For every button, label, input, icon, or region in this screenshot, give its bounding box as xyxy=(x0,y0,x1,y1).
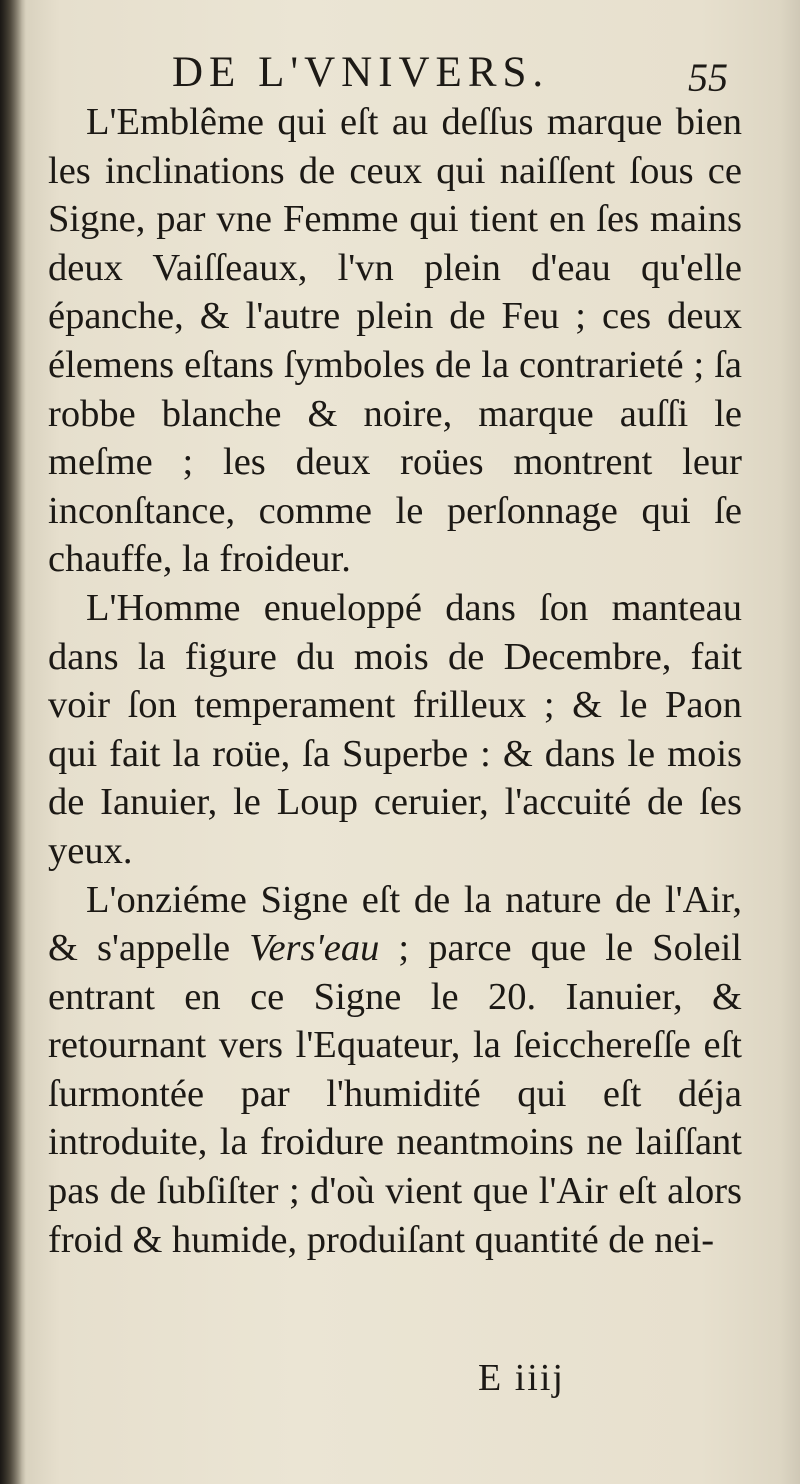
signature-mark: E iiij xyxy=(478,1357,565,1399)
page-number: 55 xyxy=(688,55,728,100)
running-title: DE L'VNIVERS. xyxy=(172,49,550,96)
paragraph-aquarius xyxy=(48,876,742,1265)
paragraph-aquarius-end: ; parce que le Soleil entrant en ce Signe le 20. Ianuier, & retournant vers l'Equateur, la ſeicchereſſe eſt ſurmontée par l'humidité qui eſt déja introduite, la froidure neantmoins ne laiſſant pas de ſubſiſter ; d'où vient que l'Air eſt alors froid & humide, produiſant quantité de nei- xyxy=(48,927,743,1261)
paragraph-december: L'Homme enueloppé dans ſon manteau dans la figure du mois de Decembre, fait voir ſon temperament frilleux ; & le Paon qui fait la roüe, ſa Superbe : & dans le mois de Ianuier, le Loup ceruier, l'accuité de ſes yeux. xyxy=(48,586,742,872)
paragraph-aquarius-start: L'onziéme Signe eſt de la nature de l'Air, & s'appelle xyxy=(48,878,742,970)
paragraph-emblem: L'Emblême qui eſt au deſſus marque bien les inclinations de ceux qui naiſſent ſous ce Signe, par vne Femme qui tient en ſes mains deux Vaiſſeaux, l'vn plein d'eau qu'elle épanche, & l'autre plein de Feu ; ces deux élemens eſtans ſymboles de la contrarieté ; ſa robbe blanche & noire, marque auſſi le meſme ; les deux roües montrent leur inconſtance, comme le perſonnage qui ſe chauffe, la froideur. xyxy=(48,101,742,581)
binding-gutter-shadow xyxy=(0,0,22,1484)
body-text xyxy=(48,98,742,1264)
term-vers-eau: Vers'eau xyxy=(249,927,380,970)
